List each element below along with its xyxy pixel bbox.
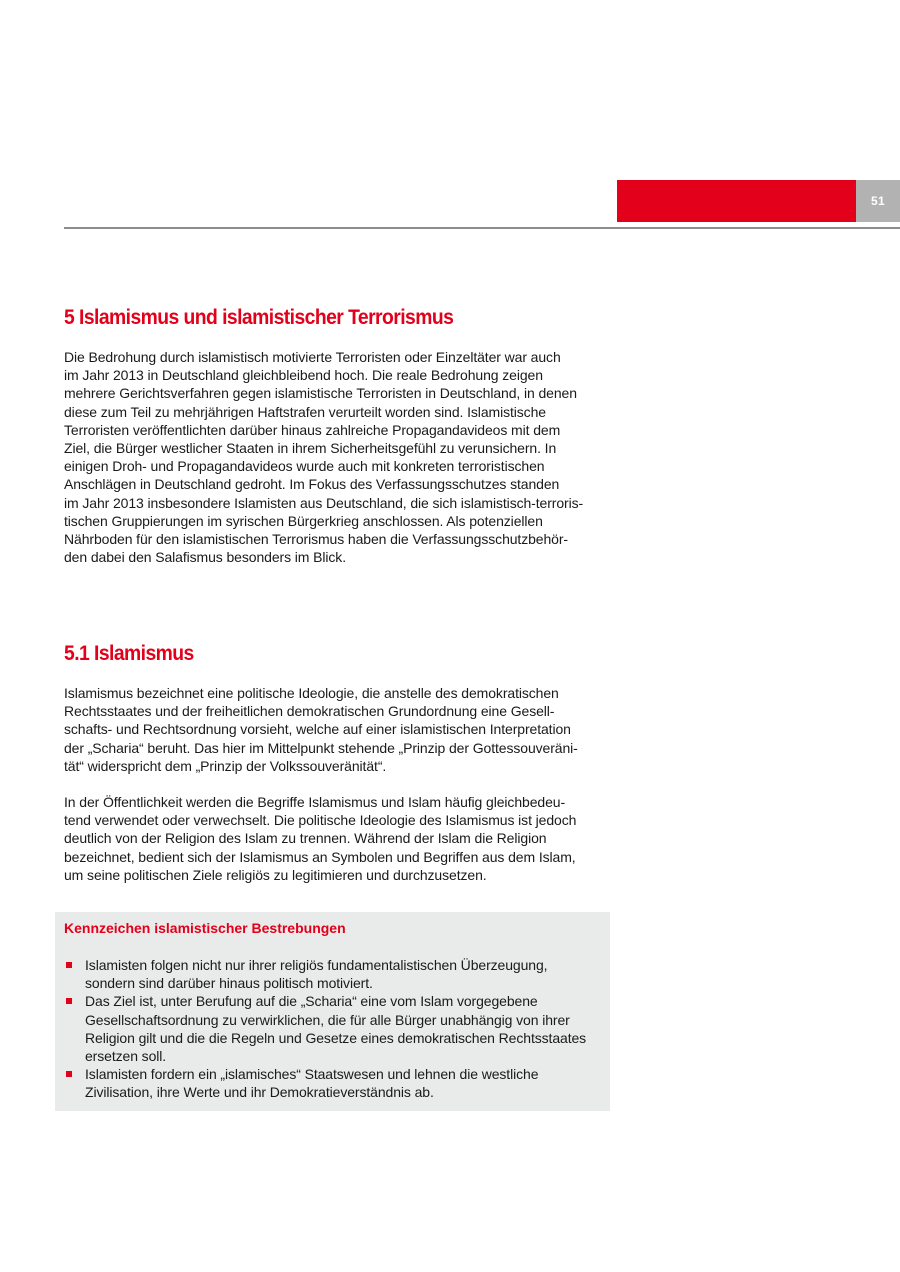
section-paragraph xyxy=(64,348,624,566)
paragraph-line: im Jahr 2013 in Deutschland gleichbleibend hoch. Die reale Bedrohung zeigen xyxy=(64,367,543,384)
paragraph-line: diese zum Teil zu mehrjährigen Haftstrafen verurteilt worden sind. Islamistische xyxy=(64,403,546,420)
square-bullet-icon xyxy=(66,1071,72,1077)
list-item xyxy=(64,1065,609,1101)
header-rule xyxy=(64,227,900,229)
paragraph-line: einigen Droh- und Propagandavideos wurde auch mit konkreten terroristischen xyxy=(64,458,545,475)
paragraph-line: mehrere Gerichtsverfahren gegen islamistische Terroristen in Deutschland, in denen xyxy=(64,385,577,402)
list-item-line: sondern sind darüber hinaus politisch motiviert. xyxy=(85,975,373,992)
paragraph-line: im Jahr 2013 insbesondere Islamisten aus Deutschland, die sich islamistisch-terroris- xyxy=(64,494,584,511)
paragraph-line: der „Scharia“ beruht. Das hier im Mittelpunkt stehende „Prinzip der Gottessouveräni- xyxy=(64,739,578,756)
list-item-line: Gesellschaftsordnung zu verwirklichen, die für alle Bürger unabhängig von ihrer xyxy=(85,1011,570,1028)
list-item-line: Zivilisation, ihre Werte und ihr Demokratieverständnis ab. xyxy=(85,1084,434,1101)
info-box-title: Kennzeichen islamistischer Bestrebungen xyxy=(64,920,346,936)
paragraph-line: Terroristen veröffentlichten darüber hinaus zahlreiche Propagandavideos mit dem xyxy=(64,421,561,438)
paragraph-line: um seine politischen Ziele religiös zu legitimieren und durchzusetzen. xyxy=(64,866,487,883)
page-number-box xyxy=(856,180,900,222)
list-item xyxy=(64,956,609,992)
paragraph-line: tät“ widerspricht dem „Prinzip der Volkssouveränität“. xyxy=(64,757,387,774)
paragraph-line: Ziel, die Bürger westlicher Staaten in ihrem Sicherheitsgefühl zu verunsichern. In xyxy=(64,440,557,457)
list-item-line: Das Ziel ist, unter Berufung auf die „Scharia“ eine vom Islam vorgegebene xyxy=(85,993,538,1010)
paragraph-line: schafts- und Rechtsordnung vorsieht, welche auf einer islamistischen Interpretation xyxy=(64,721,571,738)
paragraph-line: deutlich von der Religion des Islam zu trennen. Während der Islam die Religion xyxy=(64,830,547,847)
info-box-list xyxy=(64,956,609,1102)
paragraph-line: Nährboden für den islamistischen Terrorismus haben die Verfassungsschutzbehör- xyxy=(64,531,568,548)
header-accent-bar xyxy=(617,180,856,222)
paragraph-line: Islamismus bezeichnet eine politische Ideologie, die anstelle des demokratischen xyxy=(64,685,559,701)
section-heading: 5 Islamismus und islamistischer Terrorismus xyxy=(64,306,454,329)
list-item xyxy=(64,992,609,1065)
info-box xyxy=(55,912,610,1111)
list-item-line: Islamisten folgen nicht nur ihrer religiös fundamentalistischen Überzeugung, xyxy=(85,957,548,973)
subsection-paragraph-1 xyxy=(64,684,624,775)
paragraph-line: Anschlägen in Deutschland gedroht. Im Fokus des Verfassungsschutzes standen xyxy=(64,476,560,493)
paragraph-line: tend verwendet oder verwechselt. Die politische Ideologie des Islamismus ist jedoch xyxy=(64,812,577,829)
paragraph-line: bezeichnet, bedient sich der Islamismus an Symbolen und Begriffen aus dem Islam, xyxy=(64,848,576,865)
paragraph-line: In der Öffentlichkeit werden die Begriffe Islamismus und Islam häufig gleichbedeu- xyxy=(64,794,566,810)
paragraph-line: tischen Gruppierungen im syrischen Bürgerkrieg anschlossen. Als potenziellen xyxy=(64,512,543,529)
paragraph-line: den dabei den Salafismus besonders im Blick. xyxy=(64,549,346,566)
page-number: 51 xyxy=(871,194,885,208)
square-bullet-icon xyxy=(66,962,72,968)
paragraph-line: Rechtsstaates und der freiheitlichen demokratischen Grundordnung eine Gesell- xyxy=(64,703,555,720)
paragraph-line: Die Bedrohung durch islamistisch motivierte Terroristen oder Einzeltäter war auch xyxy=(64,349,561,365)
list-item-line: Islamisten fordern ein „islamisches“ Staatswesen und lehnen die westliche xyxy=(85,1066,539,1083)
subsection-paragraph-2 xyxy=(64,793,624,884)
list-item-line: Religion gilt und die die Regeln und Gesetze eines demokratischen Rechtsstaates xyxy=(85,1029,587,1046)
subsection-heading: 5.1 Islamismus xyxy=(64,642,194,665)
list-item-line: ersetzen soll. xyxy=(85,1048,167,1065)
square-bullet-icon xyxy=(66,998,72,1004)
